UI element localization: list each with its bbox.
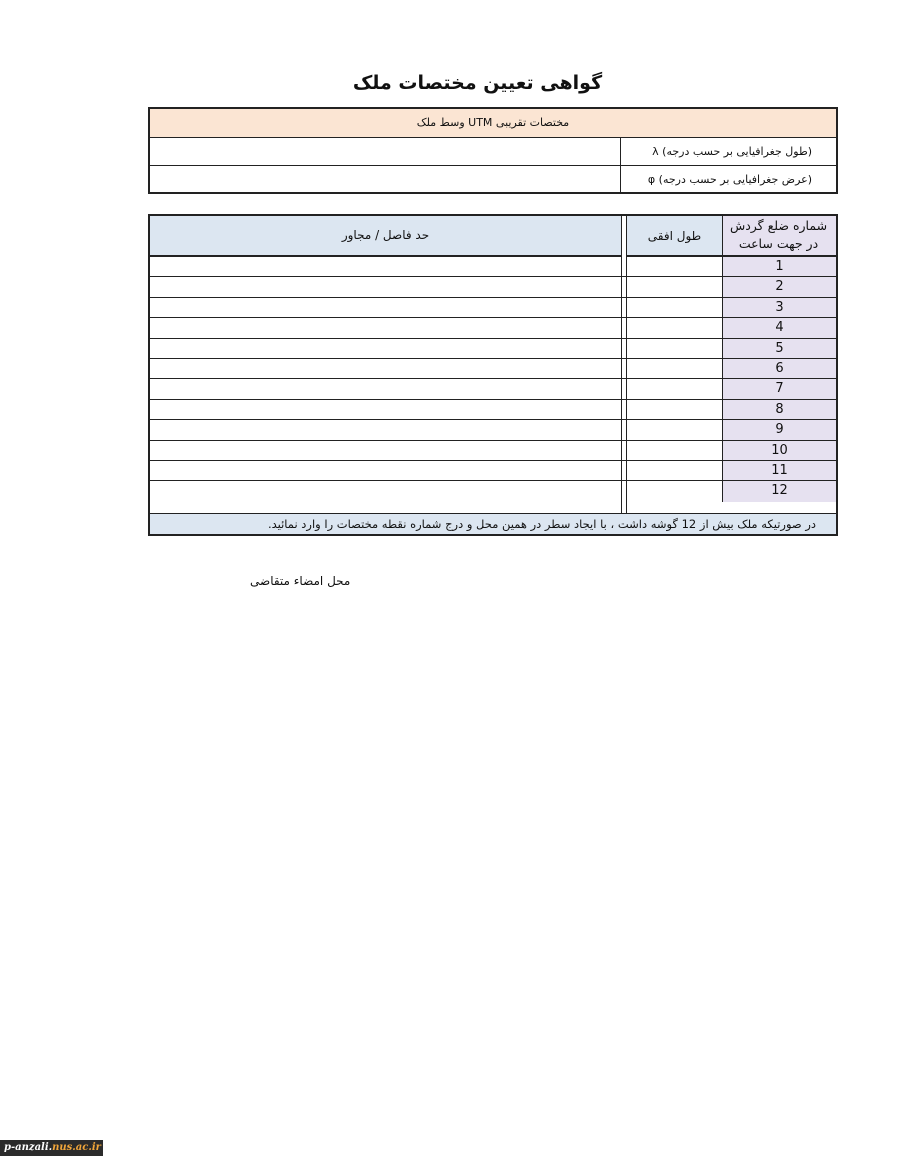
boundary-header — [150, 216, 621, 257]
table-row — [150, 257, 836, 277]
length-cell[interactable] — [627, 461, 722, 480]
length-header — [627, 216, 722, 257]
longitude-label: (طول جغرافیایی بر حسب درجه) λ — [652, 145, 812, 158]
watermark — [0, 1140, 103, 1156]
side-number-cell: 9 — [722, 420, 836, 439]
boundary-cell[interactable] — [150, 461, 621, 480]
table-row — [150, 461, 836, 481]
length-cell[interactable] — [627, 318, 722, 337]
boundary-cell[interactable] — [150, 481, 621, 501]
utm-coordinates-table — [148, 107, 838, 194]
length-cell[interactable] — [627, 257, 722, 276]
boundary-cell[interactable] — [150, 441, 621, 460]
table-row — [150, 339, 836, 359]
side-number-cell: 3 — [722, 298, 836, 317]
side-number-cell: 12 — [722, 481, 836, 501]
table-row — [150, 298, 836, 318]
side-number-cell: 1 — [722, 257, 836, 276]
boundary-cell[interactable] — [150, 379, 621, 398]
boundary-cell[interactable] — [150, 257, 621, 276]
side-number-cell: 7 — [722, 379, 836, 398]
length-cell[interactable] — [627, 379, 722, 398]
watermark-prefix: p-anzali. — [4, 1142, 53, 1153]
longitude-value-cell[interactable] — [150, 138, 621, 165]
boundary-header-text: حد فاصل / مجاور — [341, 228, 430, 242]
table-row — [150, 400, 836, 420]
length-cell[interactable] — [627, 481, 722, 501]
sides-table — [148, 214, 838, 536]
side-number-cell: 4 — [722, 318, 836, 337]
side-number-cell: 2 — [722, 277, 836, 296]
side-number-cell: 11 — [722, 461, 836, 480]
length-cell[interactable] — [627, 277, 722, 296]
sides-rows — [150, 257, 836, 502]
boundary-cell[interactable] — [150, 339, 621, 358]
length-cell[interactable] — [627, 339, 722, 358]
longitude-row — [150, 138, 836, 166]
side-number-header-text: شماره ضلع گردش در جهت ساعت — [729, 218, 828, 251]
table-row — [150, 481, 836, 501]
length-cell[interactable] — [627, 420, 722, 439]
utm-header: مختصات تقریبی UTM وسط ملک — [150, 109, 836, 138]
side-number-cell: 6 — [722, 359, 836, 378]
boundary-cell[interactable] — [150, 359, 621, 378]
page-title: گواهی تعیین مختصات ملک — [352, 72, 603, 94]
side-number-header — [722, 216, 836, 257]
table-row — [150, 318, 836, 338]
length-cell[interactable] — [627, 359, 722, 378]
table-row — [150, 420, 836, 440]
latitude-row — [150, 166, 836, 193]
side-number-cell: 5 — [722, 339, 836, 358]
table-row — [150, 277, 836, 297]
boundary-cell[interactable] — [150, 277, 621, 296]
side-number-cell: 10 — [722, 441, 836, 460]
table-row — [150, 379, 836, 399]
side-number-cell: 8 — [722, 400, 836, 419]
latitude-label: (عرض جغرافیایی بر حسب درجه) φ — [647, 173, 812, 186]
watermark-accent: nus.ac.ir — [52, 1142, 101, 1153]
length-header-text: طول افقی — [647, 229, 702, 243]
boundary-cell[interactable] — [150, 318, 621, 337]
boundary-cell[interactable] — [150, 298, 621, 317]
latitude-value-cell[interactable] — [150, 166, 621, 193]
boundary-cell[interactable] — [150, 400, 621, 419]
boundary-cell[interactable] — [150, 420, 621, 439]
table-row — [150, 441, 836, 461]
table-row — [150, 359, 836, 379]
length-cell[interactable] — [627, 298, 722, 317]
table-note: در صورتیکه ملک بیش از 12 گوشه داشت ، با ایجاد سطر در همین محل و درج شماره نقطه مختصات را وارد نمائید. — [150, 513, 836, 534]
length-cell[interactable] — [627, 400, 722, 419]
length-cell[interactable] — [627, 441, 722, 460]
signature-label: محل امضاء متقاضی — [250, 574, 351, 588]
